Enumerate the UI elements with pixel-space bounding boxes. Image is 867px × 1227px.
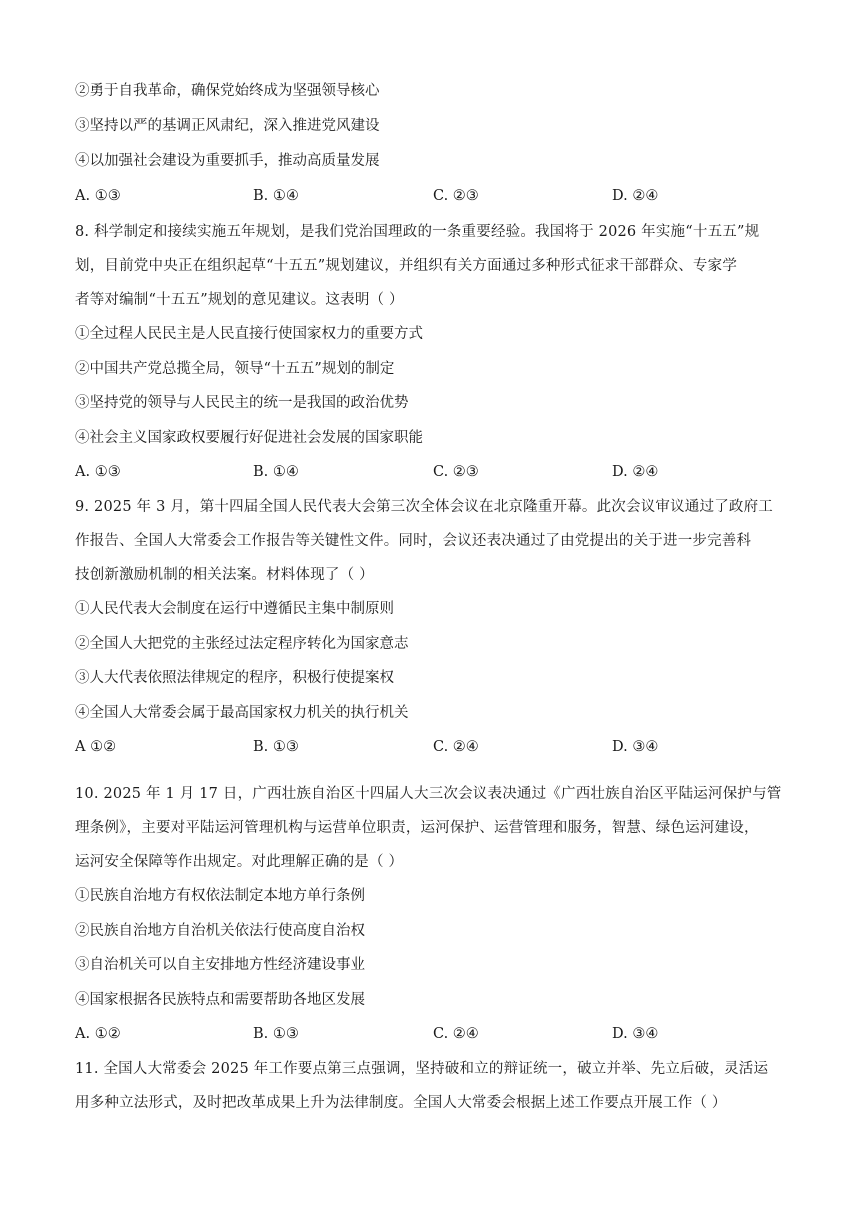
q9-item-1: ①人民代表大会制度在运行中遵循民主集中制原则: [75, 601, 394, 617]
q8-options: [75, 462, 795, 482]
option-c: C. ②③: [433, 188, 479, 204]
q9-stem-line-3: 技创新激励机制的相关法案。材料体现了（ ）: [75, 567, 374, 583]
option-d: D. ②④: [612, 188, 659, 204]
q9-stem-line-1: 9. 2025 年 3 月，第十四届全国人民代表大会第三次全体会议在北京隆重开幕。此次会议审议通过了政府工: [75, 499, 773, 515]
option-c: C. ②③: [433, 464, 479, 480]
option-b: B. ①④: [253, 188, 299, 204]
q9-options: [75, 737, 795, 757]
q9-item-4: ④全国人大常委会属于最高国家权力机关的执行机关: [75, 705, 409, 721]
option-b: B. ①③: [253, 739, 299, 755]
option-d: D. ②④: [612, 464, 659, 480]
q9-item-2: ②全国人大把党的主张经过法定程序转化为国家意志: [75, 636, 409, 652]
option-a: A ①②: [75, 739, 117, 755]
option-d: D. ③④: [612, 739, 659, 755]
q10-item-3: ③自治机关可以自主安排地方性经济建设事业: [75, 957, 365, 973]
option-a: A. ①③: [75, 464, 121, 480]
option-a: A. ①②: [75, 1026, 121, 1042]
prev-question-item-3: ③坚持以严的基调正风肃纪，深入推进党风建设: [75, 118, 380, 134]
q10-item-1: ①民族自治地方有权依法制定本地方单行条例: [75, 888, 365, 904]
q11-stem-line-1: 11. 全国人大常委会 2025 年工作要点第三点强调，坚持破和立的辩证统一，破立并举、先立后破，灵活运: [75, 1061, 769, 1077]
option-d: D. ③④: [612, 1026, 659, 1042]
prev-question-item-4: ④以加强社会建设为重要抓手，推动高质量发展: [75, 153, 380, 169]
q10-stem-line-3: 运河安全保障等作出规定。对此理解正确的是（ ）: [75, 854, 404, 870]
q10-item-2: ②民族自治地方自治机关依法行使高度自治权: [75, 923, 365, 939]
q8-stem-line-3: 者等对编制“十五五”规划的意见建议。这表明（ ）: [75, 292, 404, 308]
option-b: B. ①④: [253, 464, 299, 480]
q9-stem-line-2: 作报告、全国人大常委会工作报告等关键性文件。同时，会议还表决通过了由党提出的关于进一步完善科: [75, 533, 752, 549]
q8-item-3: ③坚持党的领导与人民民主的统一是我国的政治优势: [75, 395, 409, 411]
q8-stem-line-1: 8. 科学制定和接续实施五年规划，是我们党治国理政的一条重要经验。我国将于 2026 年实施“十五五”规: [75, 224, 760, 240]
q10-options: [75, 1024, 795, 1044]
q10-stem-line-1: 10. 2025 年 1 月 17 日，广西壮族自治区十四届人大三次会议表决通过《广西壮族自治区平陆运河保护与管: [75, 786, 782, 802]
option-a: A. ①③: [75, 188, 121, 204]
q9-item-3: ③人大代表依照法律规定的程序，积极行使提案权: [75, 670, 394, 686]
q8-item-1: ①全过程人民民主是人民直接行使国家权力的重要方式: [75, 326, 423, 342]
q8-stem-line-2: 划，目前党中央正在组织起草“十五五”规划建议，并组织有关方面通过多种形式征求干部群众、专家学: [75, 258, 738, 274]
q11-stem-line-2: 用多种立法形式，及时把改革成果上升为法律制度。全国人大常委会根据上述工作要点开展工作（ ）: [75, 1095, 727, 1111]
q10-item-4: ④国家根据各民族特点和需要帮助各地区发展: [75, 992, 365, 1008]
option-b: B. ①③: [253, 1026, 299, 1042]
option-c: C. ②④: [433, 739, 479, 755]
option-c: C. ②④: [433, 1026, 479, 1042]
q10-stem-line-2: 理条例》，主要对平陆运河管理机构与运营单位职责，运河保护、运营管理和服务，智慧、绿色运河建设，: [75, 820, 759, 836]
prev-question-item-2: ②勇于自我革命，确保党始终成为坚强领导核心: [75, 83, 380, 99]
q8-item-4: ④社会主义国家政权要履行好促进社会发展的国家职能: [75, 430, 423, 446]
prev-question-options: [75, 186, 795, 206]
q8-item-2: ②中国共产党总揽全局，领导“十五五”规划的制定: [75, 361, 395, 377]
